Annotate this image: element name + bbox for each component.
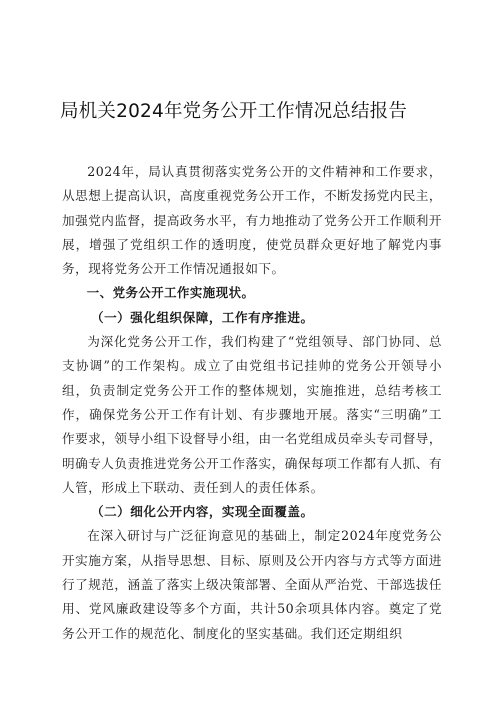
subsection-heading-1: （一）强化组织保障，工作有序推进。 bbox=[90, 309, 314, 325]
subsection-2-paragraph: 在深入研讨与广泛征询意见的基础上，制定2024年度党务公开实施方案，从指导思想、目标、原则及公开内容与方式等方面进行了规范，涵盖了落实上级决策部署、全面从严治党、干部选拔任用、党风廉政建设等多个方面，共计50余项具体内容。奠定了党务公开工作的规范化、制度化的坚实基础。我们还定期组织 bbox=[62, 528, 442, 641]
document-body bbox=[62, 160, 442, 646]
subsection-heading-2: （二）细化公开内容，实现全面覆盖。 bbox=[90, 504, 314, 520]
document-title: 局机关2024年党务公开工作情况总结报告 bbox=[60, 101, 408, 122]
intro-paragraph: 2024年，局认真贯彻落实党务公开的文件精神和工作要求，从思想上提高认识，高度重视党务公开工作，不断发扬党内民主，加强党内监督，提高政务水平，有力地推动了党务公开工作顺利开展，增强了党组织工作的透明度，使党员群众更好地了解党内事务，现将党务公开工作情况通报如下。 bbox=[62, 164, 442, 277]
subsection-1-paragraph: 为深化党务公开工作，我们构建了“党组领导、部门协同、总支协调”的工作架构。成立了由党组书记挂帅的党务公开领导小组，负责制定党务公开工作的整体规划，实施推进，总结考核工作，确保党务公开工作有计划、有步骤地开展。落实“三明确”工作要求，领导小组下设督导小组，由一名党组成员牵头专司督导，明确专人负责推进党务公开工作落实，确保每项工作都有人抓、有人管，形成上下联动、责任到人的责任体系。 bbox=[62, 334, 442, 495]
section-heading-1: 一、党务公开工作实施现状。 bbox=[86, 285, 255, 301]
